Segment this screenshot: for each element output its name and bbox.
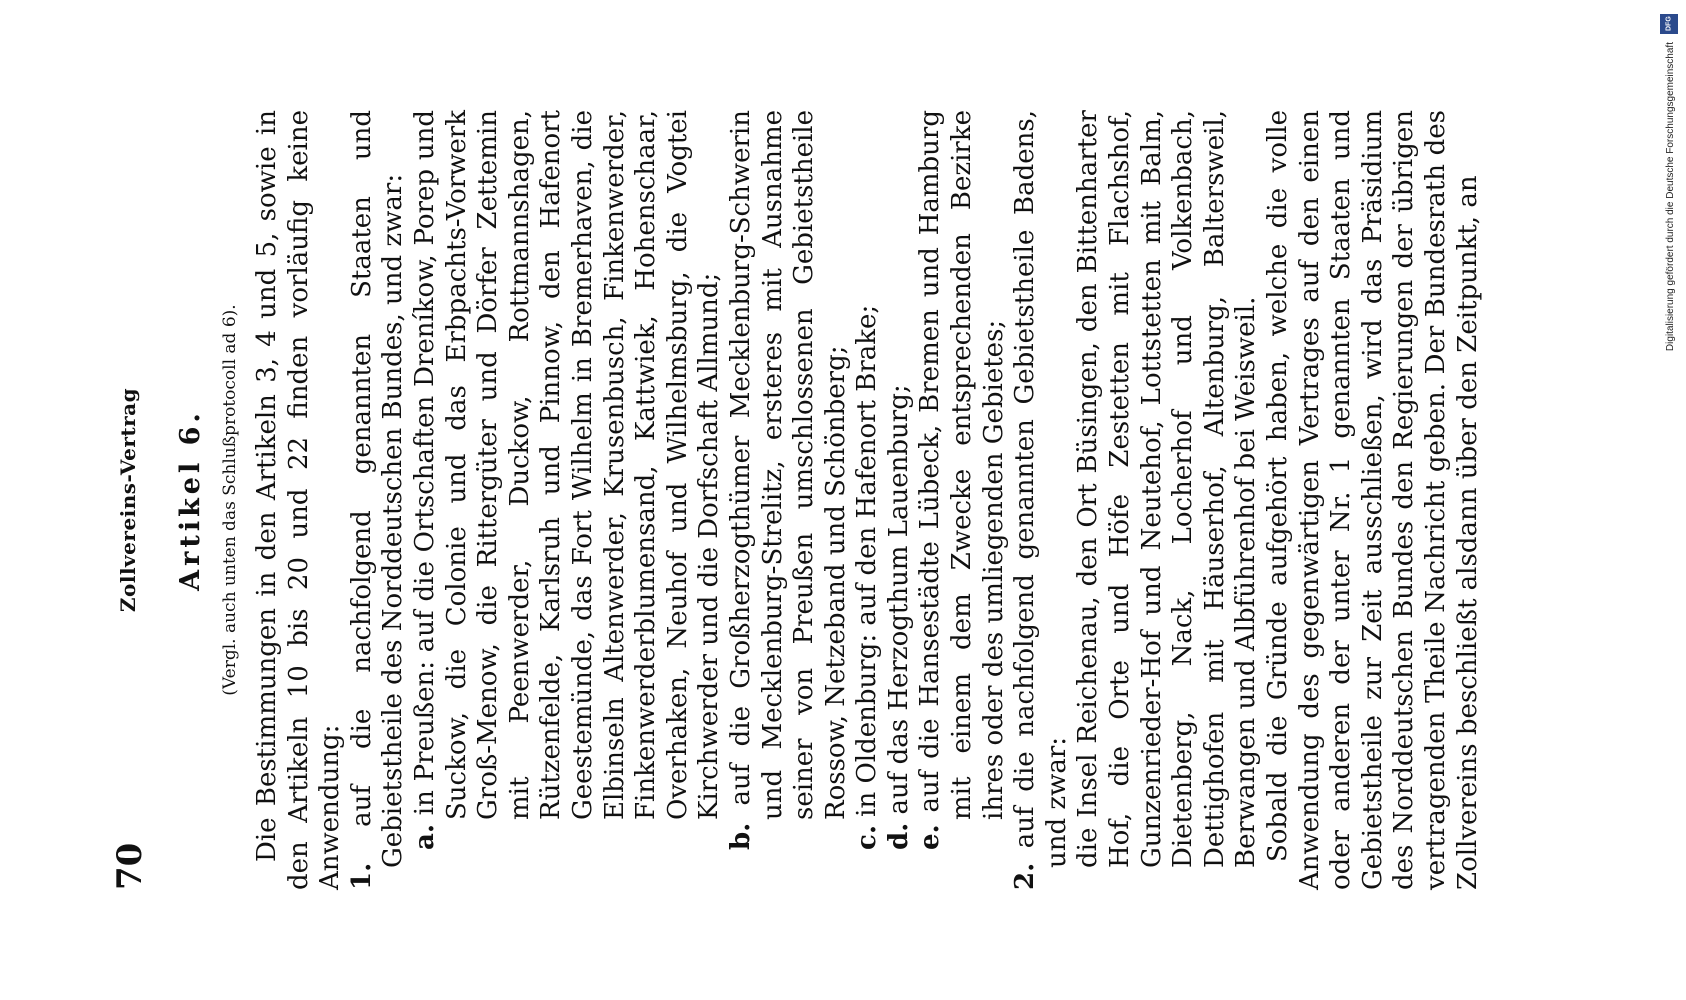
sub-item-e bbox=[915, 110, 1010, 890]
article-body bbox=[252, 110, 1484, 890]
sub-item-d-label: d. bbox=[883, 822, 914, 850]
list-item-2-label: 2. bbox=[1010, 862, 1041, 890]
page-number: 70 bbox=[110, 842, 150, 890]
sub-item-b bbox=[726, 110, 852, 890]
digitization-credit-text: Digitalisierung gefördert durch die Deutsche Forschungsgemeinschaft bbox=[1665, 42, 1676, 352]
list-item-2-text: auf die nachfolgend genannten Gebietstheile Badens, und zwar: bbox=[1010, 110, 1072, 868]
list-item-1-label: 1. bbox=[346, 862, 377, 890]
sub-item-a-label: a. bbox=[409, 824, 440, 850]
sub-item-b-text: auf die Großherzogthümer Mecklenburg-Schwerin und Mecklenburg-Strelitz, ersteres mit Ausnahme seiner von Preußen umschlossenen Gebietstheile Rossow, Netzeband und Schönberg; bbox=[725, 110, 851, 820]
sub-item-b-label: b. bbox=[725, 822, 756, 850]
sub-item-a bbox=[410, 110, 726, 890]
list-item-2 bbox=[1010, 110, 1073, 890]
sub-item-c bbox=[852, 110, 884, 890]
closing-paragraph: Sobald die Gründe aufgehört haben, welche die volle Anwendung des gegenwärtigen Vertrages auf den einen oder anderen der unter Nr. 1 genannten Staaten und Gebietstheile zur Zeit ausschließen, wird das Präsidium des Norddeutschen Bundes den Regierungen der übrigen vertragenden Theile Nachricht geben. Der Bundesrath des Zollvereins beschließt alsdann über den Zeitpunkt, an bbox=[1263, 110, 1483, 890]
dfg-logo: DFG bbox=[1660, 14, 1678, 34]
sub-item-c-text: in Oldenburg: auf den Hafenort Brake; bbox=[852, 304, 883, 817]
list-item-1-text: auf die nachfolgend genannten Staaten und Gebietstheile des Norddeutschen Bundes, und zwar: bbox=[346, 110, 409, 868]
sub-item-e-label: e. bbox=[915, 824, 946, 850]
sub-item-d-text: auf das Herzogthum Lauenburg; bbox=[883, 384, 914, 815]
intro-paragraph: Die Bestimmungen in den Artikeln 3, 4 und 5, sowie in den Artikeln 10 bis 20 und 22 finden vorläufig keine Anwendung: bbox=[252, 110, 346, 890]
running-head bbox=[110, 110, 150, 890]
digitization-credit bbox=[1656, 8, 1680, 408]
sub-item-e-text: auf die Hansestädte Lübeck, Bremen und Hamburg mit einem dem Zwecke entsprechenden Bezirke ihres oder des umliegenden Gebietes; bbox=[915, 110, 1009, 820]
running-title: Zollvereins-Vertrag bbox=[116, 387, 140, 613]
list-item-1 bbox=[347, 110, 410, 890]
sub-item-d bbox=[884, 110, 916, 890]
sub-item-a-text: in Preußen: auf die Ortschaften Dreníkow, Porep und Suckow, die Colonie und das Erbpachts-Vorwerk Groß-Menow, die Rittergüter und Dörfer Zettemin mit Peenwerder, Duckow, Rottmannshagen, Rützenfelde, Karlsruh und Pinnow, den Hafenort Geestemünde, das Fort Wilhelm in Bremerhaven, die Elbinseln Altenwerder, Krusenbusch, Finkenwerder, Finkenwerderblumensand, Kattwiek, Hohenschaar, Overhaken, Neuhof und Wilhelmsburg, die Vogtei Kirchwerder und die Dorfschaft Allmund; bbox=[409, 110, 725, 820]
article-heading: Artikel 6. bbox=[175, 409, 206, 591]
sub-item-c-label: c. bbox=[852, 825, 883, 850]
reference-note: (Vergl. auch unten das Schlußprotocoll ad 6). bbox=[220, 304, 240, 696]
list-item-2-body: die Insel Reichenau, den Ort Büsingen, den Bittenharter Hof, die Orte und Höfe Zestetten mit Flachshof, Gunzenrieder-Hof und Neutehof, Lottstetten mit Balm, Dietenberg, Nack, Locherhof und Volkenbach, Dettighofen mit Häuserhof, Altenburg, Baltersweil, Berwangen und Albführenhof bei Weisweil. bbox=[1073, 110, 1262, 868]
